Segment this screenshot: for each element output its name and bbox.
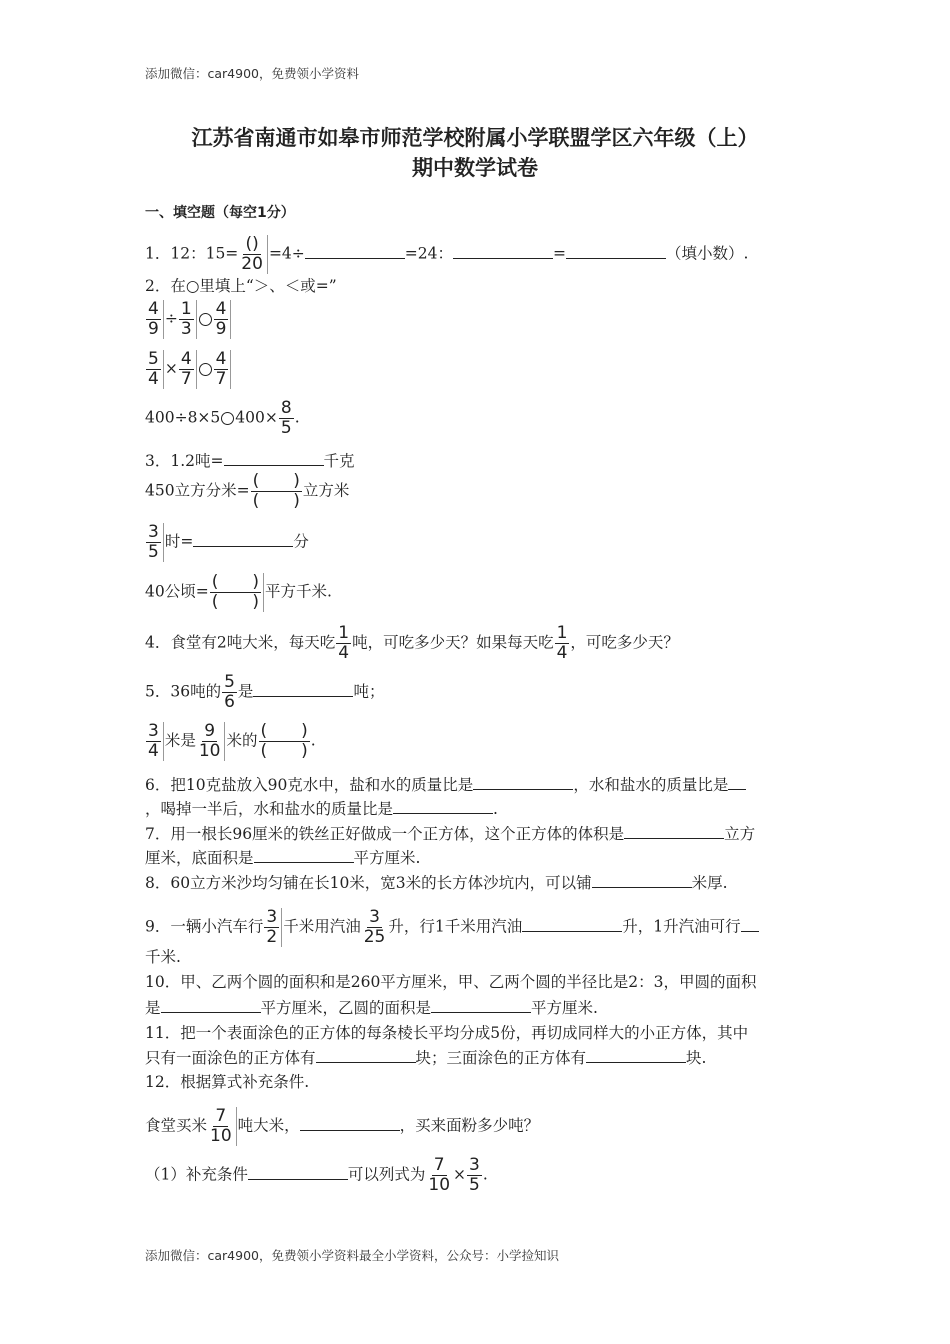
title-line-1: 江苏省南通市如皋市师范学校附属小学联盟学区六年级（上） [191,126,759,150]
question-3-line-1: 3．1.2吨= 千克 [145,452,355,470]
question-11-line-1: 11．把一个表面涂色的正方体的每条棱长平均分成5份，再切成同样大的小正方体，其中 [145,1024,749,1042]
question-7-line-1: 7．用一根长96厘米的铁丝正好做成一个正方体，这个正方体的体积是 立方 [145,825,756,843]
question-12-line-2: 食堂买米 $\frac{7}{10}$ 吨大米， ，买来面粉多少吨？ [145,1106,540,1146]
question-5-line-1: 5．36吨的 $\frac{5}{6}$ 是 吨； [145,672,385,712]
question-7-line-2: 厘米，底面积是 平方厘米. [145,849,421,867]
q1-text: 1．12：15= [145,244,239,263]
question-10-line-1: 10．甲、乙两个圆的面积和是260平方厘米，甲、乙两个圆的半径比是2：3，甲圆的面积 [145,973,757,991]
question-9-line-2: 千米. [145,948,181,966]
question-5-line-2: $\frac{3}{4}$ 米是 $\frac{9}{10}$ 米的 $\frac{( )}{( )}$ . [148,721,316,761]
answer-blank[interactable] [161,997,261,1013]
question-9-line-1: 9．一辆小汽车行 $\frac{3}{2}$ 千米用汽油 $\frac{3}{25}$ 升，行1千米用汽油 升，1升汽油可行 [145,908,759,947]
compare-circle[interactable] [221,412,234,425]
answer-blank[interactable] [624,823,724,839]
answer-blank[interactable] [453,243,553,259]
question-10-line-2: 是 平方厘米，乙圆的面积是 平方厘米. [145,999,598,1017]
answer-blank[interactable] [305,243,405,259]
answer-blank[interactable] [728,774,746,790]
answer-blank[interactable] [393,798,493,814]
question-3-line-2: 450立方分米= $\frac{( )}{( )}$ 立方米 [145,471,350,511]
question-8: 8．60立方米沙均匀铺在长10米，宽3米的长方体沙坑内，可以铺 米厚. [145,874,728,892]
answer-blank[interactable] [253,681,353,697]
question-11-line-2: 只有一面涂色的正方体有 块；三面涂色的正方体有 块. [145,1049,707,1067]
answer-blank[interactable] [193,531,293,547]
question-6-line-2: ，喝掉一半后，水和盐水的质量比是 . [145,800,498,818]
answer-blank[interactable] [316,1047,416,1063]
compare-circle[interactable] [199,363,212,376]
answer-blank[interactable] [431,997,531,1013]
question-4: 4．食堂有2吨大米，每天吃 $\frac{1}{4}$ 吨，可吃多少天？如果每天吃 $\frac{1}{4}$ ，可吃多少天？ [145,623,679,663]
title-line-2: 期中数学试卷 [412,156,538,180]
question-2: 2．在○里填上“＞、＜或=” [145,277,337,295]
section-heading: 一、填空题（每空1分） [145,205,295,221]
header-note: 添加微信：car4900，免费领小学资料 [145,66,359,81]
question-3-line-3: $\frac{3}{5}$ 时= 分 [148,522,309,562]
question-6-line-1: 6．把10克盐放入90克水中，盐和水的质量比是 ，水和盐水的质量比是 [145,773,746,797]
answer-blank[interactable] [224,450,324,466]
question-2-line-3: 400÷8×5 400× $\frac{8}{5}$ . [145,398,300,438]
fraction: $\frac{()}{20}$ [239,235,268,274]
question-3-line-4: 40公顷= $\frac{( )}{( )}$ 平方千米. [145,572,332,612]
answer-blank[interactable] [254,847,354,863]
answer-blank[interactable] [473,774,573,790]
answer-blank[interactable] [566,243,666,259]
question-2-line-1: $\frac{4}{9}$ ÷ $\frac{1}{3}$ $\frac{4}{9}$ [145,300,232,339]
answer-blank[interactable] [586,1047,686,1063]
question-2-line-2: $\frac{5}{4}$ × $\frac{4}{7}$ $\frac{4}{7}$ [145,350,232,389]
answer-blank[interactable] [300,1115,400,1131]
compare-circle[interactable] [199,313,212,326]
footer-note: 添加微信：car4900，免费领小学资料最全小学资料，公众号：小学捡知识 [145,1248,559,1263]
answer-blank[interactable] [248,1164,348,1180]
answer-blank[interactable] [522,916,622,932]
answer-blank[interactable] [741,916,759,932]
question-12-line-1: 12．根据算式补充条件. [145,1073,310,1091]
answer-blank[interactable] [592,872,692,888]
question-12-line-3: （1）补充条件 可以列式为 $\frac{7}{10}$ × $\frac{3}{5}$ . [145,1155,488,1195]
question-1: 1．12：15= $\frac{()}{20}$ =4÷ =24： = （填小数）. [145,234,749,274]
